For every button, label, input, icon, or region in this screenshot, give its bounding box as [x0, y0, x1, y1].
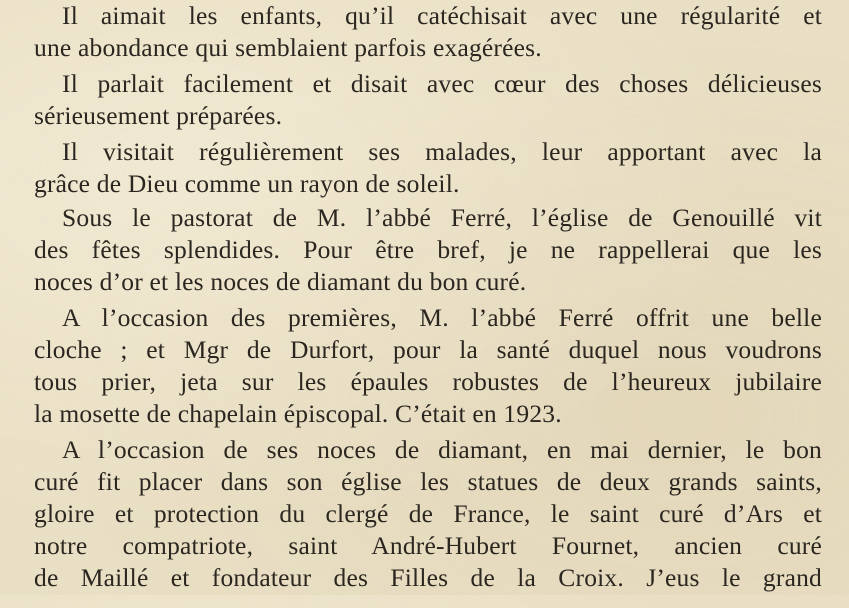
- text-line: Il parlait facilement et disait avec cœur des choses délicieuses: [62, 69, 822, 98]
- text-line: grâce de Dieu comme un rayon de soleil.: [34, 169, 460, 198]
- text-line: une abondance qui semblaient parfois exagérées.: [34, 33, 542, 62]
- text-line: A l’occasion des premières, M. l’abbé Ferré offrit une belle: [62, 303, 822, 332]
- text-line: de Maillé et fondateur des Filles de la Croix. J’eus le grand: [34, 563, 822, 592]
- text-line: tous prier, jeta sur les épaules robustes de l’heureux jubilaire: [34, 367, 822, 396]
- text-line: la mosette de chapelain épiscopal. C’était en 1923.: [34, 399, 562, 428]
- text-line: cloche ; et Mgr de Durfort, pour la santé duquel nous voudrons: [34, 335, 822, 364]
- text-line: sérieusement préparées.: [34, 101, 283, 130]
- text-line: des fêtes splendides. Pour être bref, je ne rappellerai que les: [34, 235, 822, 264]
- text-line: noces d’or et les noces de diamant du bon curé.: [34, 267, 527, 296]
- text-line: curé fit placer dans son église les statues de deux grands saints,: [34, 467, 822, 496]
- text-line: Il aimait les enfants, qu’il catéchisait avec une régularité et: [62, 1, 822, 30]
- text-line: Sous le pastorat de M. l’abbé Ferré, l’église de Genouillé vit: [62, 203, 822, 232]
- text-line: notre compatriote, saint André-Hubert Fournet, ancien curé: [34, 531, 822, 560]
- text-line: Il visitait régulièrement ses malades, leur apportant avec la: [62, 137, 822, 166]
- text-line: A l’occasion de ses noces de diamant, en mai dernier, le bon: [62, 435, 822, 464]
- text-line: gloire et protection du clergé de France, le saint curé d’Ars et: [34, 499, 822, 528]
